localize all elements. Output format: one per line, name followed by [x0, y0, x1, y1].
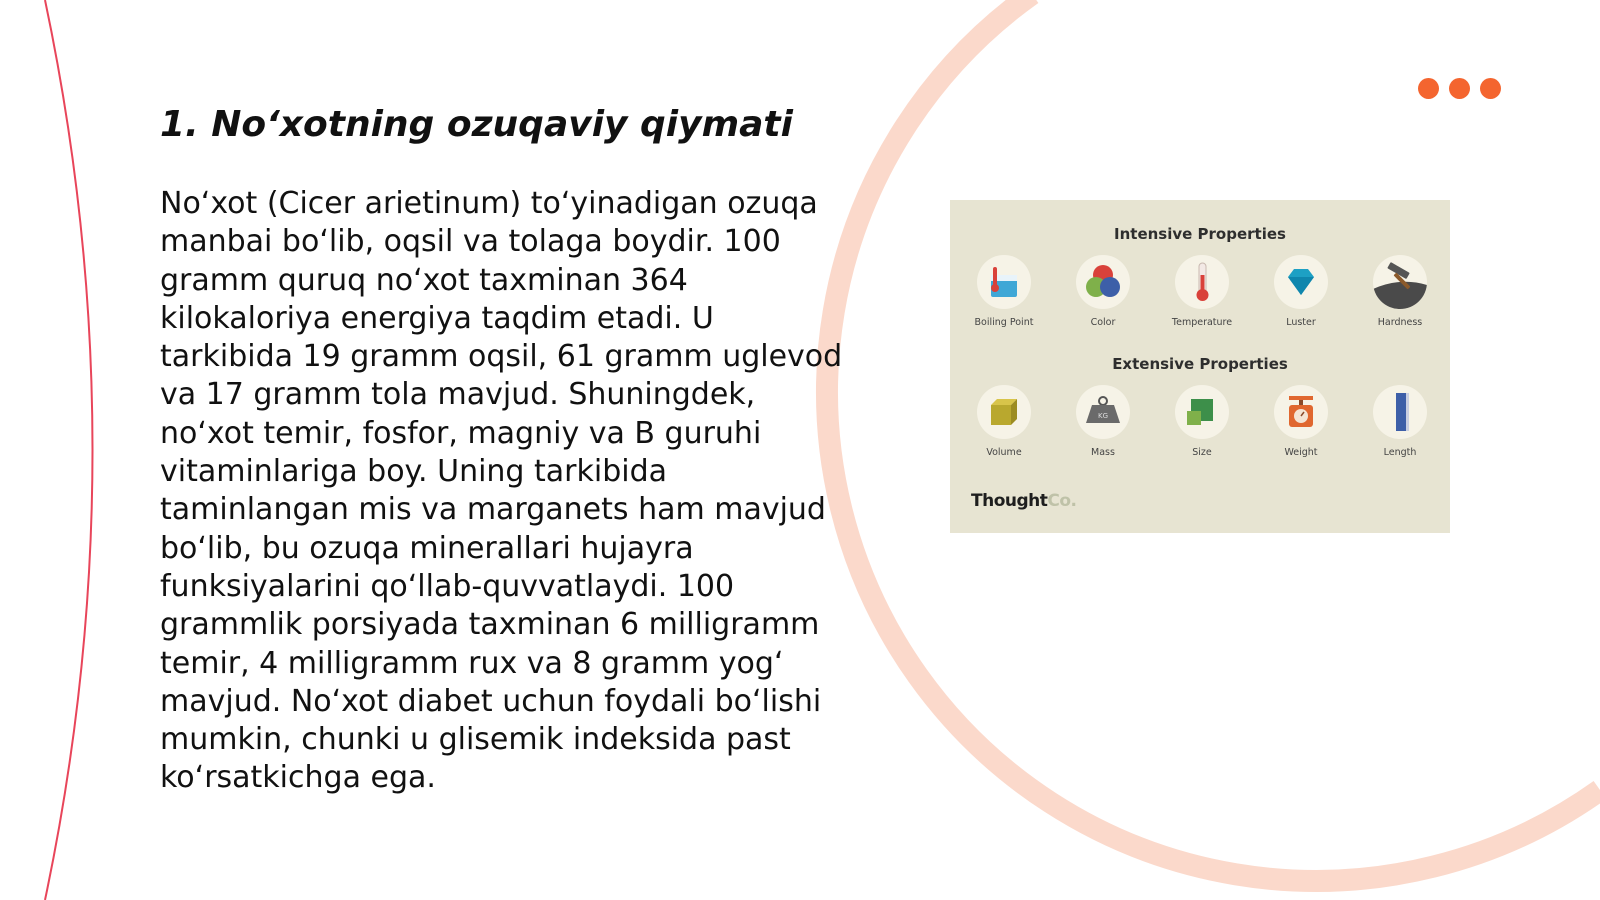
item-label: Color [1090, 317, 1116, 328]
ruler-icon [1373, 385, 1427, 439]
item-label: Weight [1284, 447, 1318, 458]
extensive-item-length [1352, 385, 1448, 458]
accent-dot [1480, 78, 1501, 99]
intensive-item-luster [1253, 255, 1349, 328]
color-icon [1076, 255, 1130, 309]
thoughtco-logo [971, 491, 1077, 511]
accent-dot [1449, 78, 1470, 99]
thermometer-icon [1175, 255, 1229, 309]
slide-title: 1. No‘xotning ozuqaviy qiymati [160, 104, 793, 145]
intensive-item-temperature [1154, 255, 1250, 328]
extensive-properties-heading: Extensive Properties [1112, 355, 1288, 373]
hammer-icon [1373, 255, 1427, 309]
intensive-properties-heading: Intensive Properties [1114, 225, 1286, 243]
brand-suffix: Co. [1047, 491, 1077, 511]
extensive-item-size [1154, 385, 1250, 458]
slide-body-text: No‘xot (Cicer arietinum) to‘yinadigan ozuqa manbai bo‘lib, oqsil va tolaga boydir. 100 gramm quruq no‘xot taxminan 364 kilokaloriya energiya taqdim etadi. U tarkibida 19 gramm oqsil, 61 gramm uglevod va 17 gramm tola mavjud. Shuningdek, no‘xot temir, fosfor, magniy va B guruhi vitaminlariga boy. Uning tarkibida taminlangan mis va marganets ham mavjud bo‘lib, bu ozuqa minerallari hujayra funksiyalarini qo‘llab-quvvatlaydi. 100 grammlik porsiyada taxminan 6 milligramm temir, 4 milligramm rux va 8 gramm yog‘ mavjud. No‘xot diabet uchun foydali bo‘lishi mumkin, chunki u glisemik indeksida past ko‘rsatkichga ega. [160, 186, 843, 796]
item-label: Temperature [1171, 317, 1233, 328]
item-label: Volume [986, 447, 1022, 458]
boiling-point-icon [977, 255, 1031, 309]
diamond-icon [1274, 255, 1328, 309]
decorative-dots [1418, 78, 1501, 99]
item-label: Length [1383, 447, 1417, 458]
volume-cube-icon [977, 385, 1031, 439]
intensive-item-boiling-point [956, 255, 1052, 328]
extensive-item-mass [1055, 385, 1151, 458]
size-icon [1175, 385, 1229, 439]
item-label: Boiling Point [974, 317, 1034, 328]
scale-icon [1274, 385, 1328, 439]
brand-main: Thought [971, 491, 1048, 511]
intensive-item-color [1055, 255, 1151, 328]
item-label: Mass [1091, 447, 1115, 458]
item-label: Hardness [1377, 317, 1423, 328]
mass-badge: KG [1097, 412, 1109, 420]
properties-infographic [950, 200, 1450, 533]
extensive-item-volume [956, 385, 1052, 458]
intensive-item-hardness [1352, 255, 1448, 328]
item-label: Size [1192, 447, 1212, 458]
mass-weight-icon [1076, 385, 1130, 439]
left-accent-line [45, 0, 93, 900]
extensive-item-weight [1253, 385, 1349, 458]
item-label: Luster [1286, 317, 1316, 328]
accent-dot [1418, 78, 1439, 99]
